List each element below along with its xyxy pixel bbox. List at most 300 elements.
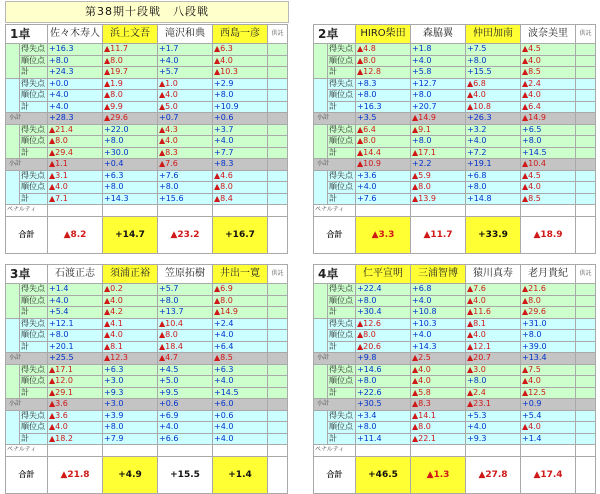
score-row <box>314 182 596 194</box>
score-cell: +4.0 <box>48 101 103 113</box>
score-table <box>5 264 288 494</box>
kyotaku-cell <box>268 284 288 296</box>
score-cell: +6.9 <box>158 410 213 422</box>
score-cell: +9.3 <box>103 387 158 399</box>
score-cell: +7.9 <box>103 433 158 445</box>
row-label: 計 <box>20 193 48 205</box>
score-row <box>314 364 596 376</box>
subtotal-label: 小計 <box>314 113 356 125</box>
score-cell: ▲2.4 <box>521 78 576 90</box>
score-cell: +4.0 <box>48 90 103 102</box>
penalty-row <box>6 445 288 457</box>
score-cell: +4.0 <box>213 136 268 148</box>
subtotal-cell: ▲10.4 <box>521 159 576 171</box>
score-cell: +2.4 <box>213 318 268 330</box>
row-label: 計 <box>328 433 356 445</box>
score-cell: +6.6 <box>158 433 213 445</box>
score-cell: ▲8.0 <box>103 55 158 67</box>
score-cell: +12.7 <box>411 78 466 90</box>
player-name: 西島一彦 <box>213 25 268 44</box>
score-row <box>314 433 596 445</box>
score-cell: +8.0 <box>521 330 576 342</box>
score-cell: +20.7 <box>411 101 466 113</box>
score-cell: +22.0 <box>103 124 158 136</box>
score-row <box>314 376 596 388</box>
kyotaku-cell <box>268 364 288 376</box>
kyotaku-cell <box>576 170 596 182</box>
score-cell: +7.6 <box>356 193 411 205</box>
subtotal-cell: ▲8.3 <box>411 399 466 411</box>
score-cell: ▲8.0 <box>356 55 411 67</box>
penalty-cell <box>356 205 411 217</box>
subtotal-cell: +30.5 <box>356 399 411 411</box>
score-cell: ▲4.3 <box>158 124 213 136</box>
score-row <box>6 295 288 307</box>
game-band <box>6 318 20 353</box>
subtotal-row <box>6 159 288 171</box>
score-cell: ▲6.4 <box>521 101 576 113</box>
score-cell: +4.0 <box>411 295 466 307</box>
score-cell: +30.0 <box>103 147 158 159</box>
score-row <box>314 422 596 434</box>
score-cell: +6.3 <box>103 170 158 182</box>
score-cell: +5.4 <box>521 410 576 422</box>
score-cell: ▲4.0 <box>213 55 268 67</box>
penalty-cell <box>213 445 268 457</box>
score-cell: +8.0 <box>466 55 521 67</box>
score-cell: +16.3 <box>48 44 103 56</box>
score-cell: +4.0 <box>213 376 268 388</box>
score-cell: +30.4 <box>356 307 411 319</box>
game-band <box>314 78 328 113</box>
score-cell: ▲8.1 <box>103 341 158 353</box>
row-label: 順位点 <box>328 182 356 194</box>
score-cell: +12.1 <box>48 318 103 330</box>
score-row <box>6 55 288 67</box>
row-label: 得失点 <box>20 124 48 136</box>
score-cell: ▲29.4 <box>48 147 103 159</box>
kyotaku-cell <box>268 113 288 125</box>
score-cell: ▲12.5 <box>521 387 576 399</box>
score-cell: +15.5 <box>466 67 521 79</box>
score-cell: +14.3 <box>411 341 466 353</box>
score-cell: +8.0 <box>356 295 411 307</box>
score-cell: ▲29.6 <box>521 307 576 319</box>
kyotaku-cell <box>268 295 288 307</box>
subtotal-cell: +2.2 <box>411 159 466 171</box>
score-cell: +3.9 <box>103 410 158 422</box>
player-name: 浜上文吾 <box>103 25 158 44</box>
table-header-row <box>314 265 596 284</box>
penalty-row <box>314 445 596 457</box>
score-cell: ▲7.5 <box>521 364 576 376</box>
score-cell: ▲8.4 <box>213 193 268 205</box>
score-cell: ▲14.9 <box>213 307 268 319</box>
subtotal-label: 小計 <box>314 399 356 411</box>
penalty-cell <box>103 445 158 457</box>
subtotal-cell: +0.9 <box>521 399 576 411</box>
table-header-row <box>6 25 288 44</box>
subtotal-cell: ▲4.7 <box>158 353 213 365</box>
subtotal-cell: +25.5 <box>48 353 103 365</box>
score-cell: +2.9 <box>213 78 268 90</box>
score-cell: ▲8.0 <box>48 136 103 148</box>
penalty-cell <box>268 205 288 217</box>
score-cell: +6.3 <box>103 364 158 376</box>
kyotaku-cell <box>576 147 596 159</box>
score-cell: ▲3.6 <box>48 410 103 422</box>
row-label: 順位点 <box>328 136 356 148</box>
score-cell: ▲10.4 <box>158 318 213 330</box>
subtotal-label: 小計 <box>6 353 48 365</box>
score-cell: +6.5 <box>521 124 576 136</box>
kyotaku-cell <box>576 318 596 330</box>
row-label: 順位点 <box>20 136 48 148</box>
kyotaku-cell <box>576 456 596 493</box>
penalty-label: ペナルティ <box>6 205 48 217</box>
subtotal-cell: +26.3 <box>466 113 521 125</box>
score-cell: ▲4.1 <box>103 318 158 330</box>
score-table <box>313 264 596 494</box>
row-label: 計 <box>20 387 48 399</box>
kyotaku-label: 供託 <box>268 265 288 284</box>
score-cell: ▲8.0 <box>213 182 268 194</box>
game-band <box>314 410 328 445</box>
score-cell: +1.8 <box>411 44 466 56</box>
score-cell: ▲18.2 <box>48 433 103 445</box>
score-cell: +4.0 <box>158 55 213 67</box>
score-cell: ▲10.8 <box>466 101 521 113</box>
score-row <box>6 318 288 330</box>
score-row <box>314 78 596 90</box>
row-label: 得失点 <box>328 318 356 330</box>
score-cell: ▲8.5 <box>521 67 576 79</box>
score-cell: +22.6 <box>356 387 411 399</box>
score-cell: ▲6.9 <box>213 284 268 296</box>
total-cell: +16.7 <box>213 216 268 253</box>
row-label: 順位点 <box>20 422 48 434</box>
subtotal-row <box>6 113 288 125</box>
table-name: 1卓 <box>6 25 48 44</box>
player-name: 佐々木寿人 <box>48 25 103 44</box>
total-cell: +14.7 <box>103 216 158 253</box>
score-cell: +8.0 <box>411 90 466 102</box>
score-cell: ▲4.0 <box>411 364 466 376</box>
game-band <box>314 170 328 205</box>
player-name: 猿川真寿 <box>466 265 521 284</box>
score-row <box>6 78 288 90</box>
score-cell: +4.0 <box>213 330 268 342</box>
score-cell: ▲4.0 <box>466 90 521 102</box>
kyotaku-cell <box>576 136 596 148</box>
score-cell: +3.0 <box>103 376 158 388</box>
kyotaku-cell <box>576 433 596 445</box>
kyotaku-cell <box>268 90 288 102</box>
subtotal-cell: +3.0 <box>103 399 158 411</box>
subtotal-cell: ▲2.5 <box>411 353 466 365</box>
score-row <box>314 387 596 399</box>
score-cell: ▲21.6 <box>521 284 576 296</box>
score-cell: ▲9.1 <box>411 124 466 136</box>
row-label: 順位点 <box>20 376 48 388</box>
total-cell: ▲21.8 <box>48 456 103 493</box>
score-cell: +4.0 <box>466 422 521 434</box>
penalty-cell <box>576 205 596 217</box>
score-cell: ▲4.0 <box>466 295 521 307</box>
kyotaku-cell <box>576 330 596 342</box>
subtotal-cell: +28.3 <box>48 113 103 125</box>
player-name: 三浦智博 <box>411 265 466 284</box>
subtotal-label: 小計 <box>6 113 48 125</box>
score-cell: +5.7 <box>158 67 213 79</box>
score-cell: ▲12.1 <box>466 341 521 353</box>
kyotaku-cell <box>576 113 596 125</box>
score-cell: ▲8.0 <box>356 330 411 342</box>
score-cell: +3.2 <box>466 124 521 136</box>
subtotal-cell: +0.6 <box>158 399 213 411</box>
score-cell: +9.3 <box>466 433 521 445</box>
kyotaku-cell <box>268 55 288 67</box>
subtotal-label: 小計 <box>6 399 48 411</box>
score-cell: ▲8.0 <box>356 136 411 148</box>
kyotaku-cell <box>576 399 596 411</box>
subtotal-row <box>6 353 288 365</box>
subtotal-cell: ▲14.9 <box>521 113 576 125</box>
score-row <box>6 67 288 79</box>
score-cell: +14.6 <box>356 364 411 376</box>
score-row <box>6 170 288 182</box>
score-cell: +7.7 <box>213 147 268 159</box>
row-label: 得失点 <box>20 410 48 422</box>
score-cell: ▲4.5 <box>521 44 576 56</box>
score-cell: ▲4.8 <box>356 44 411 56</box>
kyotaku-cell <box>268 78 288 90</box>
game-band <box>6 170 20 205</box>
score-cell: ▲8.0 <box>411 182 466 194</box>
score-row <box>314 124 596 136</box>
total-label: 合計 <box>314 216 356 253</box>
score-cell: +8.0 <box>356 422 411 434</box>
score-cell: +3.7 <box>213 124 268 136</box>
kyotaku-cell <box>268 399 288 411</box>
row-label: 計 <box>328 341 356 353</box>
score-cell: ▲13.9 <box>411 193 466 205</box>
row-label: 得失点 <box>328 284 356 296</box>
score-cell: +7.5 <box>466 44 521 56</box>
score-row <box>314 170 596 182</box>
score-row <box>314 284 596 296</box>
score-cell: ▲8.0 <box>411 422 466 434</box>
row-label: 得失点 <box>328 170 356 182</box>
score-cell: ▲14.4 <box>356 147 411 159</box>
player-name: 井出一寛 <box>213 265 268 284</box>
page-title: 第38期十段戦 八段戦 <box>5 1 289 23</box>
row-label: 得失点 <box>328 78 356 90</box>
kyotaku-cell <box>576 90 596 102</box>
score-cell: +3.4 <box>356 410 411 422</box>
score-cell: +8.0 <box>521 136 576 148</box>
score-row <box>314 295 596 307</box>
row-label: 得失点 <box>20 284 48 296</box>
score-cell: +39.0 <box>521 341 576 353</box>
score-cell: +8.0 <box>103 136 158 148</box>
score-cell: +4.0 <box>213 433 268 445</box>
kyotaku-cell <box>268 193 288 205</box>
penalty-cell <box>356 445 411 457</box>
score-cell: +8.0 <box>466 182 521 194</box>
subtotal-cell: ▲3.6 <box>48 399 103 411</box>
score-cell: +8.0 <box>103 422 158 434</box>
score-cell: ▲4.0 <box>158 136 213 148</box>
score-cell: +10.8 <box>411 307 466 319</box>
score-cell: ▲1.0 <box>158 78 213 90</box>
kyotaku-cell <box>268 387 288 399</box>
score-cell: ▲4.6 <box>213 170 268 182</box>
score-cell: +5.8 <box>411 67 466 79</box>
score-row <box>6 193 288 205</box>
kyotaku-cell <box>576 78 596 90</box>
table-panel-1 <box>5 24 287 254</box>
score-cell: ▲4.0 <box>103 330 158 342</box>
score-cell: ▲4.0 <box>521 376 576 388</box>
game-band <box>6 44 20 79</box>
row-label: 順位点 <box>20 295 48 307</box>
penalty-cell <box>411 205 466 217</box>
player-name: 仁平宣明 <box>356 265 411 284</box>
score-cell: +8.0 <box>103 182 158 194</box>
total-row <box>314 216 596 253</box>
game-band <box>6 284 20 319</box>
score-cell: ▲3.1 <box>48 170 103 182</box>
penalty-label: ペナルティ <box>6 445 48 457</box>
total-cell: ▲1.3 <box>411 456 466 493</box>
subtotal-cell: +0.6 <box>213 113 268 125</box>
kyotaku-cell <box>268 136 288 148</box>
score-row <box>6 387 288 399</box>
row-label: 計 <box>20 147 48 159</box>
score-row <box>314 67 596 79</box>
kyotaku-cell <box>576 193 596 205</box>
score-row <box>314 147 596 159</box>
subtotal-label: 小計 <box>314 159 356 171</box>
player-name: HIRO柴田 <box>356 25 411 44</box>
row-label: 計 <box>20 101 48 113</box>
score-cell: +8.0 <box>466 376 521 388</box>
subtotal-cell: +0.4 <box>103 159 158 171</box>
kyotaku-cell <box>268 422 288 434</box>
score-row <box>314 341 596 353</box>
score-cell: ▲12.0 <box>48 376 103 388</box>
row-label: 計 <box>20 341 48 353</box>
total-cell: ▲11.7 <box>411 216 466 253</box>
penalty-cell <box>466 445 521 457</box>
kyotaku-cell <box>268 170 288 182</box>
subtotal-cell: +13.4 <box>521 353 576 365</box>
game-band <box>314 124 328 159</box>
score-cell: ▲3.0 <box>466 364 521 376</box>
subtotal-cell: ▲29.6 <box>103 113 158 125</box>
score-cell: ▲8.0 <box>158 330 213 342</box>
table-name: 4卓 <box>314 265 356 284</box>
score-cell: +14.5 <box>521 147 576 159</box>
row-label: 計 <box>328 387 356 399</box>
score-cell: +16.3 <box>356 101 411 113</box>
score-cell: ▲17.1 <box>48 364 103 376</box>
score-cell: ▲4.5 <box>521 170 576 182</box>
score-cell: +4.0 <box>158 422 213 434</box>
row-label: 得失点 <box>20 78 48 90</box>
score-cell: ▲11.7 <box>103 44 158 56</box>
score-cell: ▲7.6 <box>466 284 521 296</box>
score-row <box>6 422 288 434</box>
total-label: 合計 <box>6 456 48 493</box>
penalty-cell <box>521 445 576 457</box>
table-panel-2 <box>313 24 595 254</box>
score-cell: ▲5.8 <box>411 387 466 399</box>
score-cell: +13.7 <box>158 307 213 319</box>
score-table <box>313 24 596 254</box>
score-cell: +5.3 <box>466 410 521 422</box>
score-cell: +8.0 <box>158 295 213 307</box>
player-name: 須浦正裕 <box>103 265 158 284</box>
kyotaku-cell <box>576 159 596 171</box>
row-label: 計 <box>20 67 48 79</box>
total-cell: ▲17.4 <box>521 456 576 493</box>
row-label: 順位点 <box>20 330 48 342</box>
player-name: 老月貴紀 <box>521 265 576 284</box>
total-row <box>6 456 288 493</box>
kyotaku-cell <box>268 159 288 171</box>
score-row <box>6 147 288 159</box>
kyotaku-cell <box>576 376 596 388</box>
subtotal-cell: +19.1 <box>466 159 521 171</box>
kyotaku-cell <box>268 124 288 136</box>
subtotal-label: 小計 <box>6 159 48 171</box>
score-row <box>6 307 288 319</box>
score-cell: ▲1.9 <box>103 78 158 90</box>
score-row <box>6 90 288 102</box>
score-cell: ▲6.3 <box>213 44 268 56</box>
score-cell: ▲9.9 <box>103 101 158 113</box>
kyotaku-cell <box>576 353 596 365</box>
game-band <box>314 284 328 319</box>
score-cell: ▲10.3 <box>213 67 268 79</box>
score-cell: +9.5 <box>158 387 213 399</box>
subtotal-cell: ▲14.9 <box>411 113 466 125</box>
row-label: 得失点 <box>20 44 48 56</box>
subtotal-cell: ▲7.6 <box>158 159 213 171</box>
player-name: 仲田加南 <box>466 25 521 44</box>
score-cell: +6.4 <box>213 341 268 353</box>
score-table <box>5 24 288 254</box>
score-cell: +4.0 <box>411 330 466 342</box>
subtotal-cell: ▲20.7 <box>466 353 521 365</box>
table-header-row <box>314 25 596 44</box>
penalty-cell <box>213 205 268 217</box>
table-name: 3卓 <box>6 265 48 284</box>
row-label: 順位点 <box>328 376 356 388</box>
score-cell: +4.0 <box>213 422 268 434</box>
game-band <box>6 364 20 399</box>
penalty-cell <box>158 445 213 457</box>
kyotaku-cell <box>268 67 288 79</box>
subtotal-cell: ▲1.1 <box>48 159 103 171</box>
score-cell: ▲12.8 <box>356 67 411 79</box>
score-cell: ▲0.2 <box>103 284 158 296</box>
row-label: 順位点 <box>328 55 356 67</box>
subtotal-cell: ▲12.3 <box>103 353 158 365</box>
row-label: 得失点 <box>328 410 356 422</box>
